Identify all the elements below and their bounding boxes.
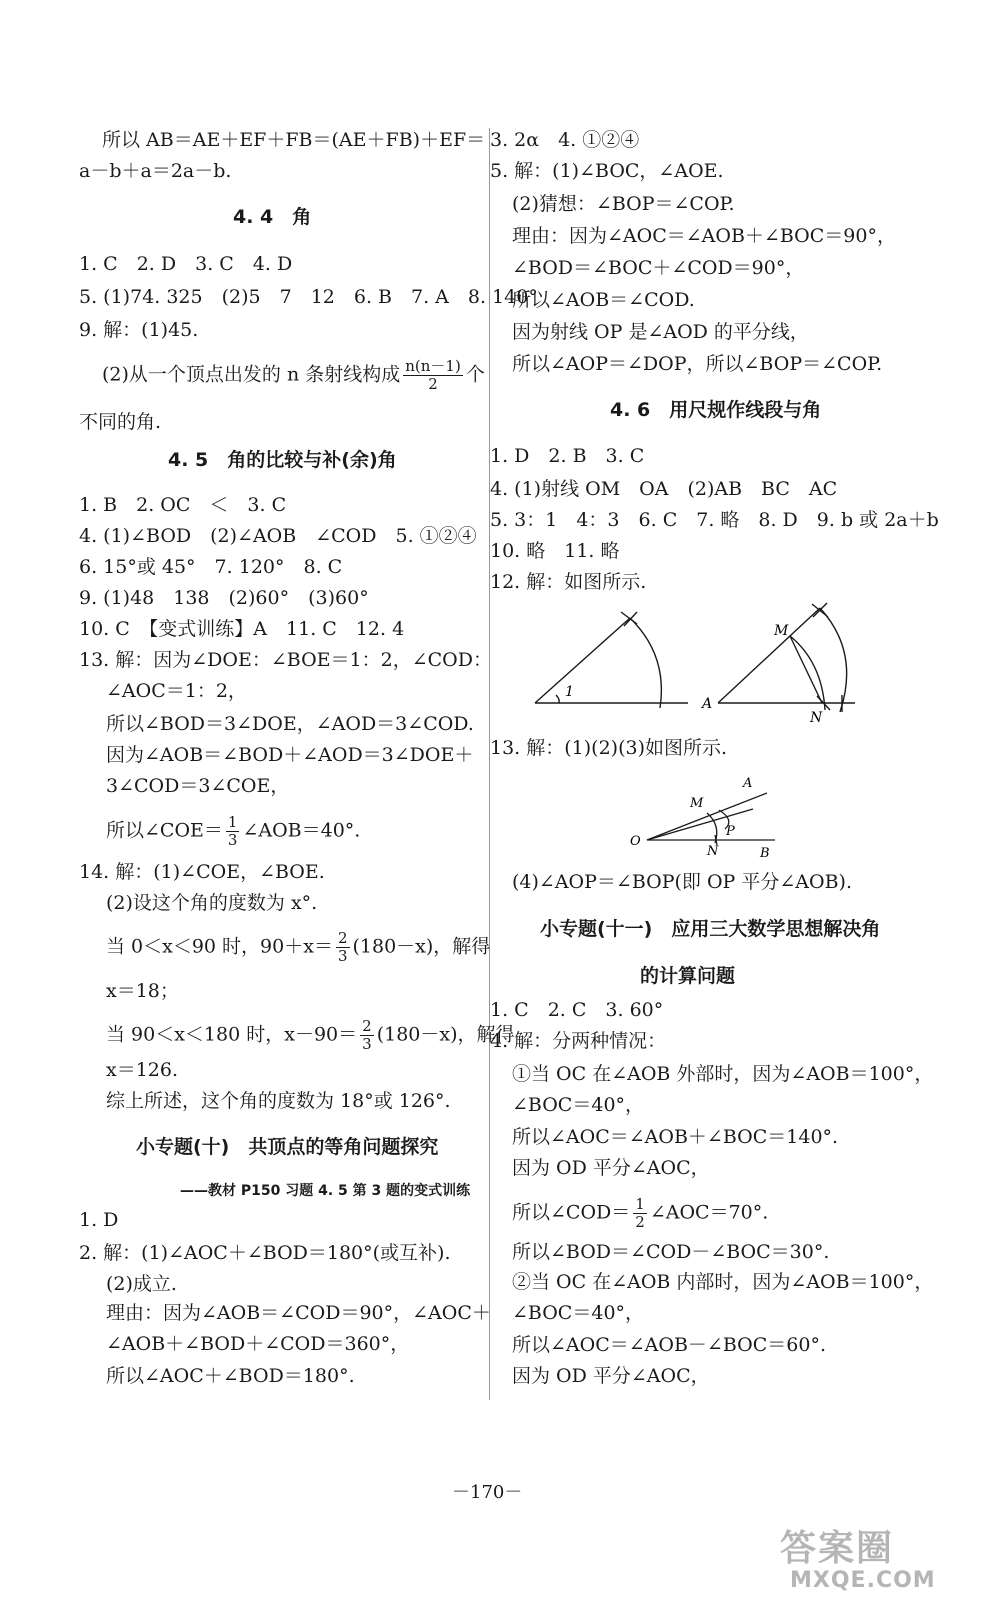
fraction-numerator: 2: [362, 1017, 372, 1035]
answer-line: 1. C 2. C 3. 60°: [490, 999, 664, 1021]
point-label: A: [743, 776, 753, 791]
special-topic-heading-11-cont: 的计算问题: [640, 965, 736, 987]
watermark-logo: 答案圈: [780, 1528, 895, 1569]
answer-line: 所以∠BOD＝∠COD－∠BOC＝30°.: [512, 1241, 830, 1263]
answer-line: 1. B 2. OC ＜ 3. C: [79, 494, 287, 516]
answer-line: (4)∠AOP＝∠BOP(即 OP 平分∠AOB).: [512, 871, 852, 893]
answer-line: 14. 解：(1)∠COE，∠BOE.: [79, 861, 325, 883]
answer-line: 所以∠AOP＝∠DOP，所以∠BOP＝∠COP.: [512, 353, 883, 375]
answer-line: (2)设这个角的度数为 x°.: [106, 892, 318, 914]
fraction: [403, 358, 463, 393]
column-divider: [489, 128, 490, 1400]
text-segment: ∠AOC＝70°.: [649, 1201, 769, 1224]
answer-line: 5. 解：(1)∠BOC，∠AOE.: [490, 160, 724, 182]
text-segment: (180－x)，解得: [352, 935, 491, 958]
fraction-denominator: 2: [635, 1213, 645, 1231]
answer-line: 因为 OD 平分∠AOC，: [512, 1365, 710, 1387]
answer-line: 4. (1)射线 OM OA (2)AB BC AC: [490, 478, 838, 500]
answer-line: 所以∠AOC＝∠AOB－∠BOC＝60°.: [512, 1334, 827, 1356]
answer-line: 13. 解：(1)(2)(3)如图所示.: [490, 737, 728, 759]
special-topic-subheading: ——教材 P150 习题 4. 5 第 3 题的变式训练: [180, 1183, 471, 1199]
point-label: P: [726, 824, 735, 839]
fraction-denominator: 2: [428, 375, 438, 393]
answer-line: 1. C 2. D 3. C 4. D: [79, 253, 293, 275]
text-segment: ∠AOB＝40°.: [242, 819, 361, 842]
text-segment: (180－x)，解得: [376, 1023, 515, 1046]
section-heading-4-6: 4. 6 用尺规作线段与角: [610, 399, 822, 421]
answer-line: (2)猜想：∠BOP＝∠COP.: [512, 193, 735, 215]
text-line: 不同的角.: [79, 411, 162, 433]
point-label: M: [690, 796, 704, 811]
text-segment: 所以∠COE＝: [106, 819, 223, 842]
answer-line: ∠AOB＋∠BOD＋∠COD＝360°，: [106, 1333, 410, 1355]
answer-line: x＝126.: [106, 1059, 179, 1081]
point-label: M: [774, 623, 789, 639]
special-topic-heading-11: 小专题(十一) 应用三大数学思想解决角: [540, 918, 881, 940]
watermark-url: MXQE.COM: [790, 1568, 936, 1593]
construction-figure-12: [520, 600, 880, 730]
angle-label: 1: [565, 684, 574, 700]
answer-line: 理由：因为∠AOB＝∠COD＝90°，∠AOC＋: [106, 1302, 491, 1324]
fraction: [633, 1196, 647, 1231]
construction-figure-13: [625, 765, 795, 865]
text-segment: 当 0＜x＜90 时，90＋x＝: [106, 935, 333, 958]
answer-line: 因为∠AOB＝∠BOD＋∠AOD＝3∠DOE＋: [106, 744, 474, 766]
answer-line: 所以∠AOC＝∠AOB＋∠BOC＝140°.: [512, 1126, 839, 1148]
text-line: 所以 AB＝AE＋EF＋FB＝(AE＋FB)＋EF＝: [102, 129, 486, 151]
answer-line: 9. (1)48 138 (2)60° (3)60°: [79, 587, 369, 609]
angle-slant-ray: [535, 618, 630, 703]
answer-line: 12. 解：如图所示.: [490, 571, 647, 593]
answer-line: 因为射线 OP 是∠AOD 的平分线，: [512, 321, 809, 343]
answer-line: 1. D: [79, 1209, 119, 1231]
answer-line: [106, 814, 360, 849]
answer-line: 4. 解：分两种情况：: [490, 1030, 667, 1052]
answer-line: [106, 930, 490, 965]
fraction: [226, 814, 240, 849]
point-label: O: [630, 834, 641, 849]
answer-line: 9. 解：(1)45.: [79, 319, 199, 341]
text-segment: 所以∠COD＝: [512, 1201, 631, 1224]
point-label: B: [760, 846, 770, 861]
answer-line: 所以∠AOB＝∠COD.: [512, 289, 695, 311]
ray-oa: [647, 793, 767, 840]
text-line: a－b＋a＝2a－b.: [79, 160, 232, 182]
fraction-denominator: 3: [337, 947, 348, 965]
answer-line: 所以∠AOC＋∠BOD＝180°.: [106, 1365, 355, 1387]
answer-line: ∠AOC＝1：2，: [106, 680, 247, 702]
point-label: N: [810, 710, 823, 726]
answer-line: 所以∠BOD＝3∠DOE，∠AOD＝3∠COD.: [106, 713, 474, 735]
fraction-numerator: 1: [635, 1195, 645, 1213]
answer-line: 13. 解：因为∠DOE：∠BOE＝1：2，∠COD：: [79, 649, 492, 671]
answer-line: 5. (1)74. 325 (2)5 7 12 6. B 7. A 8. 140°: [79, 286, 538, 308]
ray-op: [647, 809, 753, 840]
answer-line: [106, 1018, 515, 1053]
answer-line: ∠BOC＝40°，: [512, 1094, 645, 1116]
construction-segment: [790, 636, 822, 703]
answer-line: 3∠COD＝3∠COE，: [106, 775, 290, 797]
answer-line: [512, 1196, 768, 1231]
fraction-denominator: 3: [227, 831, 238, 849]
answer-line: ∠BOC＝40°，: [512, 1302, 645, 1324]
point-label: A: [702, 696, 713, 712]
fraction: [360, 1018, 374, 1053]
answer-line: [102, 358, 485, 393]
section-heading-4-5: 4. 5 角的比较与补(余)角: [168, 449, 397, 471]
construction-arc: [630, 618, 661, 708]
section-heading-4-4: 4. 4 角: [233, 206, 312, 228]
fraction-numerator: n(n－1): [405, 357, 461, 375]
answer-line: 5. 3：1 4：3 6. C 7. 略 8. D 9. b 或 2a＋b: [490, 509, 939, 531]
fraction-denominator: 3: [362, 1035, 372, 1053]
answer-line: x＝18；: [106, 980, 179, 1002]
answer-line: 4. (1)∠BOD (2)∠AOB ∠COD 5. ①②④: [79, 525, 477, 547]
text-segment: 个: [465, 363, 485, 386]
answer-line: 3. 2α 4. ①②④: [490, 129, 640, 151]
answer-line: 10. C 【变式训练】A 11. C 12. 4: [79, 618, 405, 640]
answer-line: 2. 解：(1)∠AOC＋∠BOD＝180°(或互补).: [79, 1242, 451, 1264]
angle-slant-ray: [718, 608, 820, 703]
fraction-numerator: 2: [337, 929, 348, 947]
text-segment: (2)从一个顶点出发的 n 条射线构成: [102, 363, 401, 386]
answer-line: 6. 15°或 45° 7. 120° 8. C: [79, 556, 343, 578]
fraction-numerator: 1: [227, 813, 238, 831]
angle-mark: [556, 695, 559, 703]
answer-line: (2)成立.: [106, 1273, 177, 1295]
special-topic-heading-10: 小专题(十) 共顶点的等角问题探究: [136, 1136, 439, 1158]
text-segment: 当 90＜x＜180 时，x－90＝: [106, 1023, 358, 1046]
point-label: N: [707, 844, 719, 859]
answer-line: 1. D 2. B 3. C: [490, 445, 645, 467]
page-number: －170－: [452, 1482, 523, 1503]
answer-line: 10. 略 11. 略: [490, 540, 620, 562]
answer-line: ∠BOD＝∠BOC＋∠COD＝90°，: [512, 257, 805, 279]
answer-line: 理由：因为∠AOC＝∠AOB＋∠BOC＝90°，: [512, 225, 896, 247]
answer-line: 因为 OD 平分∠AOC，: [512, 1157, 710, 1179]
answer-line: ①当 OC 在∠AOB 外部时，因为∠AOB＝100°，: [512, 1063, 934, 1085]
answer-line: 综上所述，这个角的度数为 18°或 126°.: [106, 1090, 451, 1112]
answer-line: ②当 OC 在∠AOB 内部时，因为∠AOB＝100°，: [512, 1271, 934, 1293]
fraction: [336, 930, 350, 965]
